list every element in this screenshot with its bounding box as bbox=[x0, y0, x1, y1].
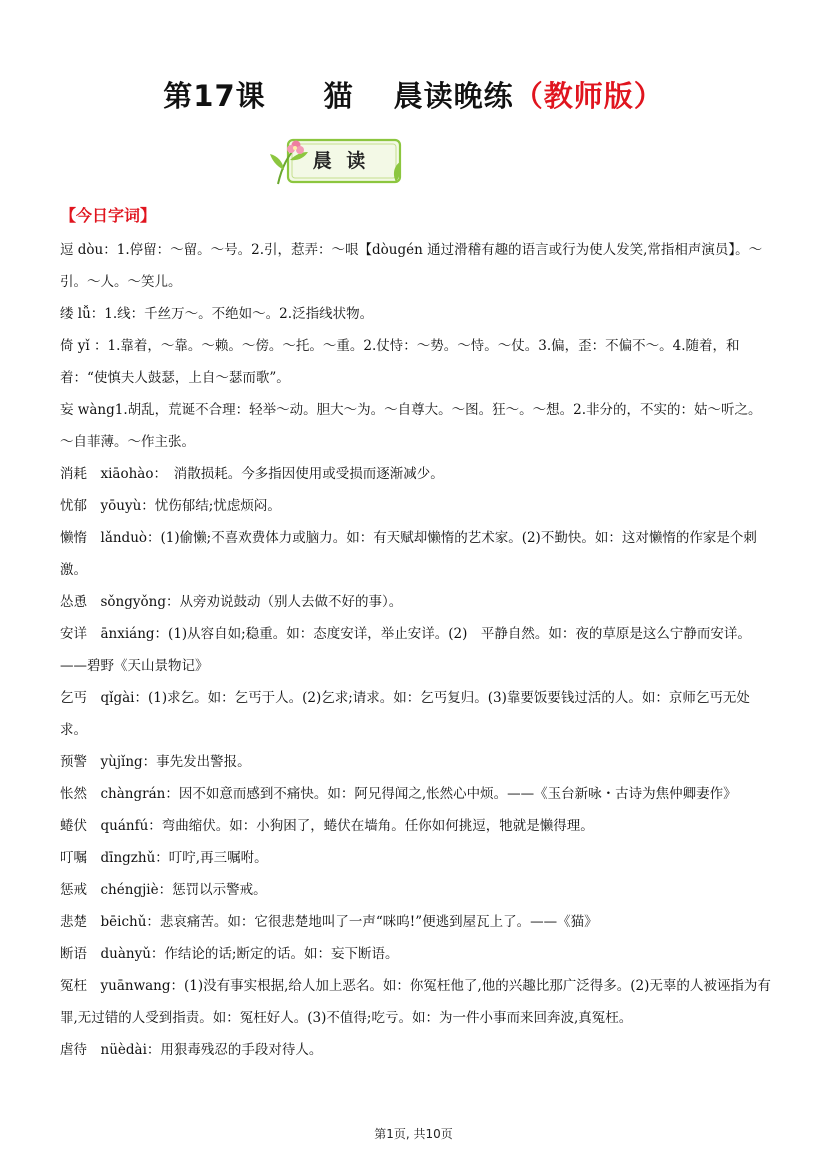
vocab-entry: 预警 yùjǐng：事先发出警报。 bbox=[60, 754, 251, 770]
vocab-entry: 虐待 nüèdài：用狠毒残忍的手段对待人。 bbox=[60, 1042, 323, 1058]
vocab-entry: 妄 wàng1.胡乱，荒诞不合理：轻举～动。胆大～为。～自尊大。～图。狂～。～想。2.非分的，不实的：姑～听之。～自菲薄。～作主张。 bbox=[60, 402, 762, 450]
vocab-entry: 消耗 xiāohào： 消散损耗。今多指因使用或受损而逐渐减少。 bbox=[60, 466, 444, 482]
lesson-topic: 猫 bbox=[323, 79, 354, 113]
vocab-entry: 安详 ānxiáng：(1)从容自如;稳重。如：态度安详，举止安详。(2) 平静自然。如：夜的草原是这么宁静而安详。——碧野《天山景物记》 bbox=[60, 626, 751, 674]
vocab-entry: 缕 lǚ：1.线：千丝万～。不绝如～。2.泛指线状物。 bbox=[60, 306, 374, 322]
vocab-entry: 逗 dòu：1.停留：～留。～号。2.引，惹弄：～哏【dòugén 通过滑稽有趣的语言或行为使人发笑,常指相声演员】。～引。～人。～笑儿。 bbox=[60, 242, 763, 290]
page-footer: 第1页, 共10页 bbox=[374, 1127, 453, 1141]
vocab-entry: 忧郁 yōuyù：忧伤郁结;忧虑烦闷。 bbox=[60, 498, 281, 514]
vocabulary-list bbox=[60, 234, 772, 1066]
vocab-entry: 惩戒 chéngjiè：惩罚以示警戒。 bbox=[60, 882, 267, 898]
vocab-entry: 冤枉 yuānwang：(1)没有事实根据,给人加上恶名。如：你冤枉他了,他的兴趣比那广泛得多。(2)无辜的人被诬指为有罪,无过错的人受到指责。如：冤枉好人。(3)不值得;吃亏。如：为一件小事而来回奔波,真冤枉。 bbox=[60, 978, 771, 1026]
section-heading: 【今日字词】 bbox=[60, 206, 157, 225]
title-edition: （教师版） bbox=[513, 79, 664, 113]
vocab-entry: 怂恿 sǒngyǒng：从旁劝说鼓动（别人去做不好的事）。 bbox=[60, 594, 403, 610]
vocab-entry: 断语 duànyǔ：作结论的话;断定的话。如：妄下断语。 bbox=[60, 946, 399, 962]
vocab-entry: 倚 yǐ ：1.靠着，～靠。～赖。～傍。～托。～重。2.仗恃：～势。～恃。～仗。3.偏，歪：不偏不～。4.随着，和着：“使慎夫人鼓瑟，上自～瑟而歌”。 bbox=[60, 338, 740, 386]
lesson-number: 第17课 bbox=[163, 79, 266, 113]
vocab-entry: 怅然 chàngrán：因不如意而感到不痛快。如：阿兄得闻之,怅然心中烦。——《玉台新咏・古诗为焦仲卿妻作》 bbox=[60, 786, 737, 802]
morning-reading-badge bbox=[268, 136, 404, 186]
vocab-entry: 悲楚 bēichǔ：悲哀痛苦。如：它很悲楚地叫了一声“咪呜!”便逃到屋瓦上了。——《猫》 bbox=[60, 914, 598, 930]
page-title bbox=[0, 74, 827, 115]
vocab-entry: 懒惰 lǎnduò：(1)偷懒;不喜欢费体力或脑力。如：有天赋却懒惰的艺术家。(2)不勤快。如：这对懒惰的作家是个刺激。 bbox=[60, 530, 757, 578]
vocab-entry: 蜷伏 quánfú：弯曲缩伏。如：小狗困了，蜷伏在墙角。任你如何挑逗，牠就是懒得理。 bbox=[60, 818, 594, 834]
vocab-entry: 叮嘱 dīngzhǔ：叮咛,再三嘱咐。 bbox=[60, 850, 268, 866]
vocab-entry: 乞丐 qǐgài：(1)求乞。如：乞丐于人。(2)乞求;请求。如：乞丐复归。(3)靠要饭要钱过活的人。如：京师乞丐无处求。 bbox=[60, 690, 750, 738]
title-subtitle: 晨读晚练 bbox=[393, 79, 514, 113]
badge-label: 晨 读 bbox=[312, 150, 370, 172]
